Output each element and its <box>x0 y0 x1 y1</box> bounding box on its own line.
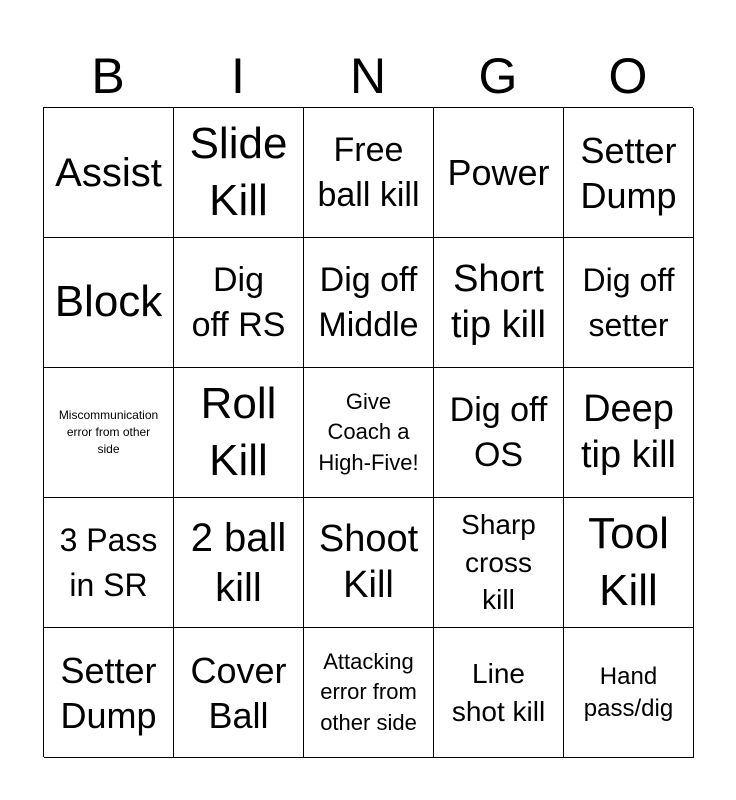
bingo-cell-r0-c1[interactable] <box>174 108 304 238</box>
cell-label: Miscommunication error from other side <box>58 408 159 456</box>
cell-label: 3 Pass in SR <box>59 521 158 603</box>
bingo-cell-r0-c4[interactable] <box>564 108 694 238</box>
cell-label: Dig off RS <box>191 261 286 344</box>
cell-label: Dig off setter <box>582 261 675 343</box>
bingo-cell-r0-c0[interactable] <box>44 108 174 238</box>
bingo-cell-r2-c4[interactable] <box>564 368 694 498</box>
bingo-header <box>43 44 693 108</box>
bingo-cell-r3-c2[interactable] <box>304 498 434 628</box>
cell-label: Hand pass/dig <box>583 663 674 722</box>
bingo-cell-r2-c1[interactable] <box>174 368 304 498</box>
header-letter-n: N <box>349 48 387 104</box>
bingo-cell-r1-c4[interactable] <box>564 238 694 368</box>
bingo-cell-r3-c0[interactable] <box>44 498 174 628</box>
cell-label: Dig off Middle <box>318 261 419 344</box>
bingo-cell-r4-c4[interactable] <box>564 628 694 758</box>
bingo-cell-r0-c3[interactable] <box>434 108 564 238</box>
bingo-cell-r4-c1[interactable] <box>174 628 304 758</box>
bingo-cell-r0-c2[interactable] <box>304 108 434 238</box>
cell-label: Attacking error from other side <box>320 648 417 735</box>
header-letter-g: G <box>478 48 518 104</box>
cell-label: Shoot Kill <box>318 517 419 606</box>
bingo-cell-r1-c3[interactable] <box>434 238 564 368</box>
cell-label: Tool Kill <box>588 509 669 615</box>
cell-label: Assist <box>55 150 162 195</box>
cell-label: Roll Kill <box>200 379 277 485</box>
cell-label: Line shot kill <box>451 657 546 727</box>
cell-label: Sharp cross kill <box>461 508 536 616</box>
header-letter-i: I <box>231 48 245 104</box>
bingo-cell-r1-c2[interactable] <box>304 238 434 368</box>
bingo-cell-r4-c0[interactable] <box>44 628 174 758</box>
cell-label: Deep tip kill <box>580 387 677 476</box>
cell-label: Dig off OS <box>449 391 548 474</box>
bingo-cell-r4-c3[interactable] <box>434 628 564 758</box>
bingo-cell-r2-c2-free[interactable] <box>304 368 434 498</box>
cell-label: Setter Dump <box>580 129 677 216</box>
cell-label: Setter Dump <box>60 649 157 736</box>
bingo-cell-r3-c1[interactable] <box>174 498 304 628</box>
cell-label: Slide Kill <box>189 119 288 225</box>
bingo-board <box>43 107 693 757</box>
bingo-cell-r4-c2[interactable] <box>304 628 434 758</box>
cell-label: 2 ball kill <box>190 515 287 610</box>
bingo-cell-r1-c1[interactable] <box>174 238 304 368</box>
cell-label: Power <box>447 152 550 193</box>
cell-label: Free ball kill <box>317 131 420 214</box>
bingo-cell-r2-c3[interactable] <box>434 368 564 498</box>
cell-label: Cover Ball <box>190 649 287 736</box>
bingo-cell-r2-c0[interactable] <box>44 368 174 498</box>
bingo-cell-r3-c3[interactable] <box>434 498 564 628</box>
header-letter-o: O <box>608 48 648 104</box>
bingo-cell-r1-c0[interactable] <box>44 238 174 368</box>
cell-label: Block <box>54 277 163 327</box>
free-space-label: Give Coach a High-Five! <box>318 388 419 475</box>
bingo-cell-r3-c4[interactable] <box>564 498 694 628</box>
cell-label: Short tip kill <box>450 257 547 346</box>
header-letter-b: B <box>91 48 125 104</box>
